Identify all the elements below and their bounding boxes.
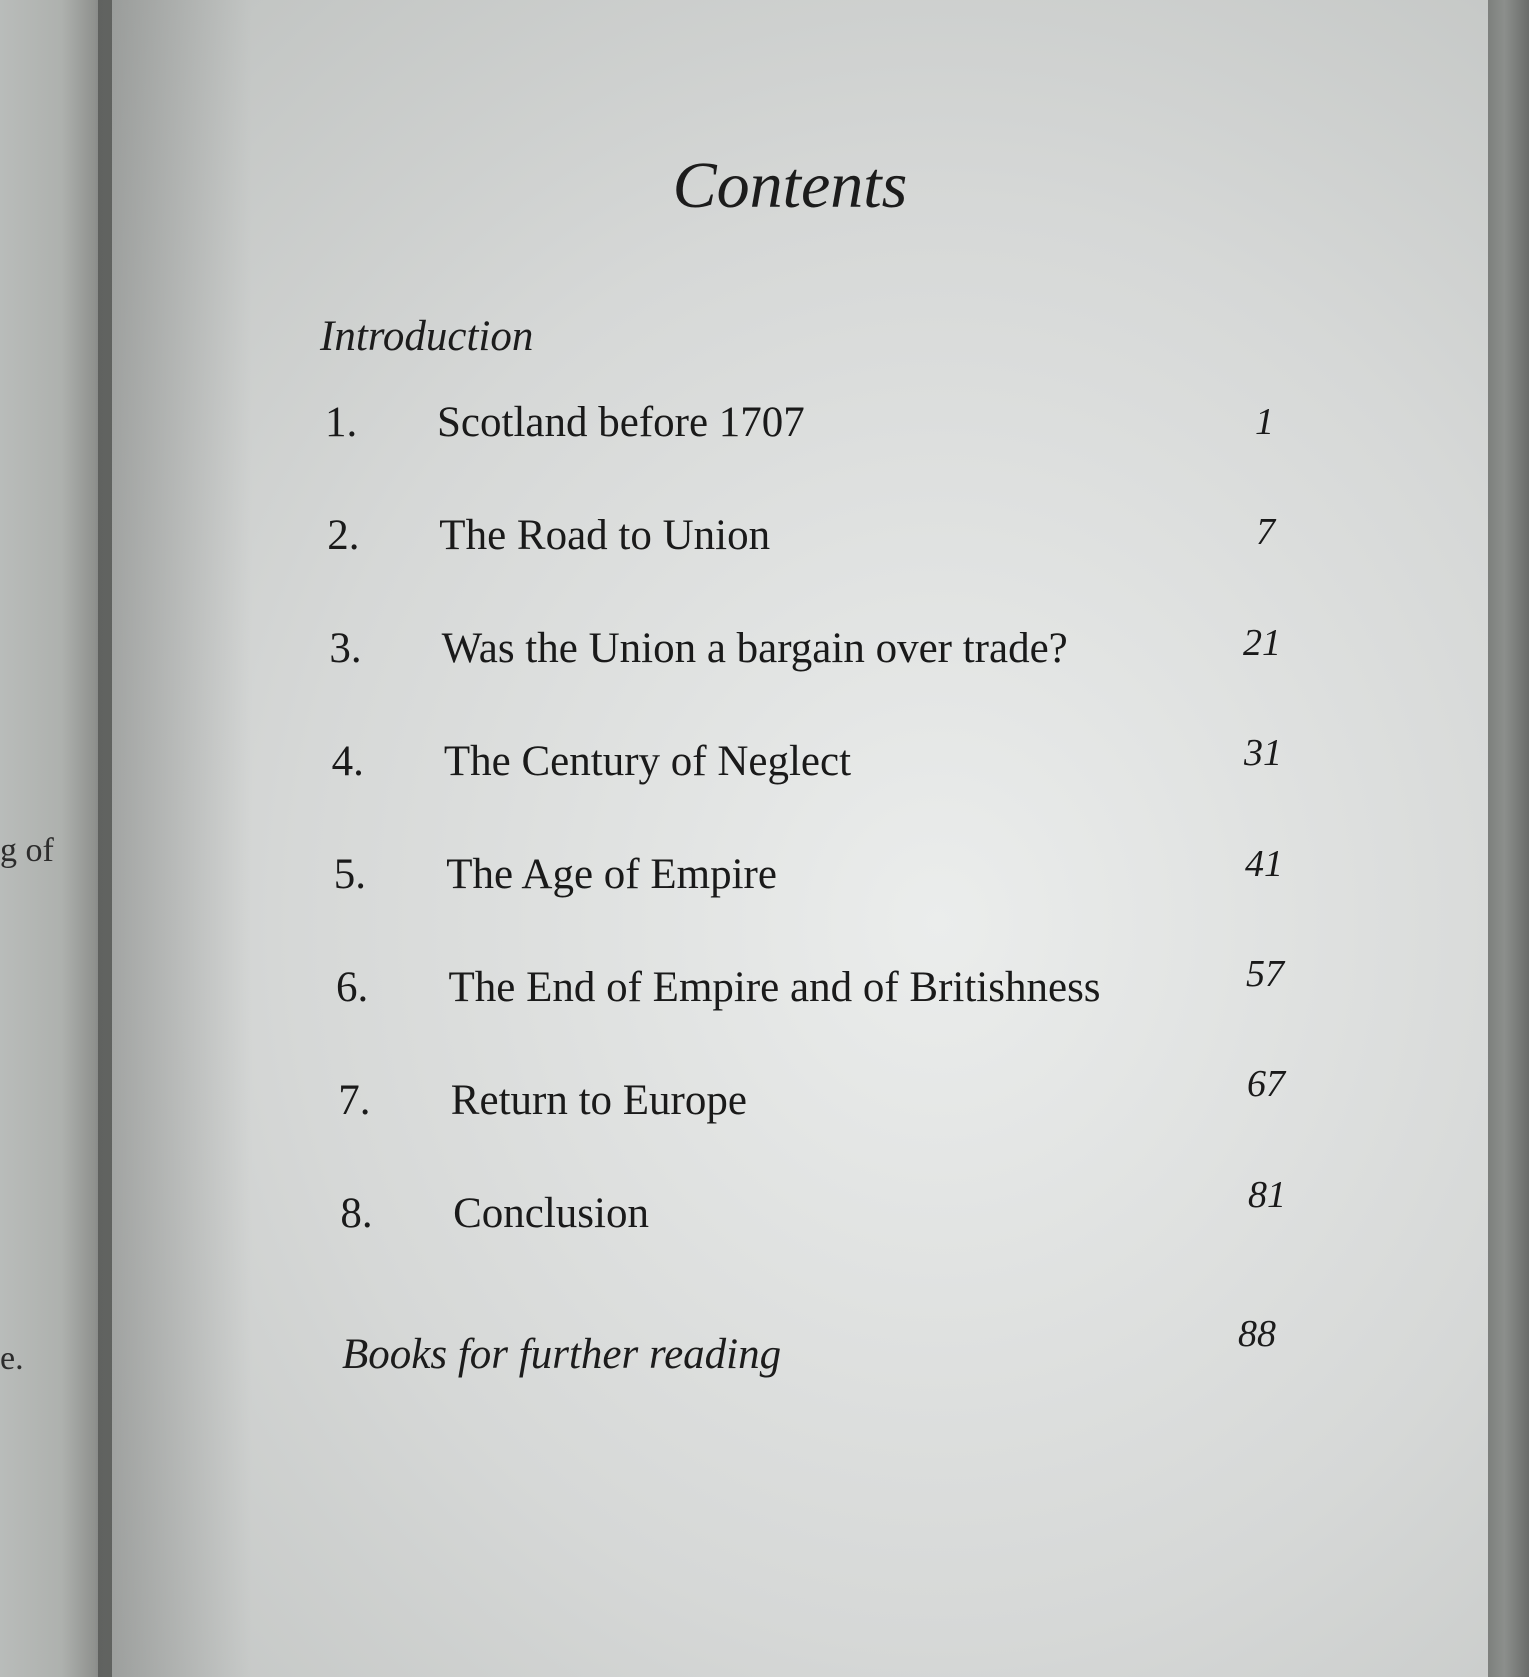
table-of-contents-row: [0, 732, 1529, 797]
back-matter-page-number: 88: [1238, 1313, 1276, 1355]
chapter-title: The End of Empire and of Britishness: [448, 964, 1101, 1011]
table-of-contents-row: [0, 398, 1529, 458]
chapter-page-number: 81: [1248, 1173, 1286, 1216]
table-of-contents-row: [0, 953, 1529, 1023]
chapter-number: 1.: [325, 399, 358, 446]
chapter-title: Was the Union a bargain over trade?: [441, 625, 1068, 672]
chapter-title: The Road to Union: [439, 512, 771, 559]
table-of-contents-row: [0, 1173, 1529, 1249]
chapter-number: 3.: [329, 625, 362, 672]
chapter-number: 7.: [338, 1077, 371, 1124]
back-matter-entry: Books for further reading: [342, 1331, 782, 1378]
chapter-page-number: 31: [1244, 732, 1282, 775]
chapter-page-number: 67: [1247, 1063, 1285, 1106]
previous-page-text-fragment: e.: [0, 1340, 24, 1377]
chapter-number: 2.: [327, 512, 360, 559]
previous-page-text-fragment: g of: [0, 832, 54, 869]
table-of-contents-row: [0, 621, 1529, 684]
table-of-contents-row: [0, 1063, 1529, 1136]
chapter-number: 4.: [331, 738, 364, 785]
front-matter-entry: Introduction: [320, 313, 534, 360]
chapter-number: 5.: [333, 851, 367, 898]
chapter-page-number: 21: [1243, 621, 1281, 664]
table-of-contents-row: [0, 842, 1529, 910]
chapter-page-number: 1: [1255, 401, 1274, 443]
page-title: Contents: [672, 149, 908, 222]
chapter-title: Conclusion: [453, 1190, 649, 1237]
chapter-title: The Age of Empire: [446, 851, 777, 898]
chapter-page-number: 7: [1256, 511, 1275, 554]
chapter-number: 6.: [336, 964, 369, 1011]
chapter-number: 8.: [340, 1190, 373, 1237]
table-of-contents-row: [0, 511, 1529, 571]
chapter-title: Scotland before 1707: [437, 399, 805, 446]
chapter-page-number: 57: [1246, 953, 1284, 995]
chapter-title: The Century of Neglect: [443, 738, 852, 785]
chapter-page-number: 41: [1245, 842, 1283, 885]
chapter-title: Return to Europe: [450, 1077, 747, 1124]
